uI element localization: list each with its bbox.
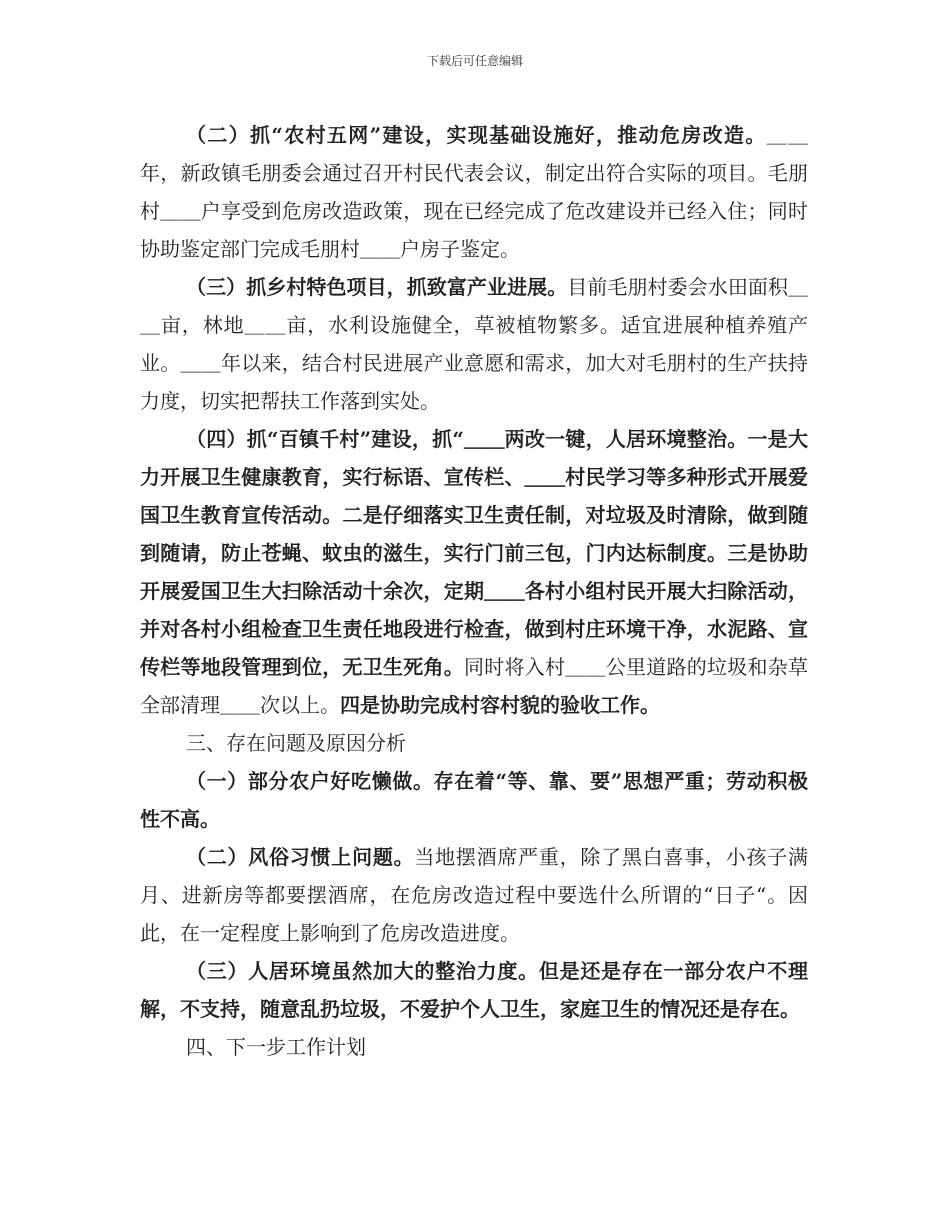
problem-item-1 xyxy=(140,762,808,838)
paragraph-text: 同时将入村＿＿公里道路的垃圾和杂草全部清理＿＿次以上。 xyxy=(140,655,808,717)
section-title-problems: 三、存在问题及原因分析 xyxy=(186,731,406,755)
paragraph-rural-projects xyxy=(140,268,808,420)
page-header-note: 下载后可任意编辑 xyxy=(426,54,523,68)
problem-item-3 xyxy=(140,952,808,1028)
problem-heading: （三）人居环境虽然加大的整治力度。但是还是存在一部分农户不理解，不支持，随意乱扔垃圾，不爱护个人卫生，家庭卫生的情况还是存在。 xyxy=(140,959,808,1021)
paragraph-text: 目前毛朋村委会水田面积＿＿亩，林地＿＿亩，水利设施健全，草被植物繁多。适宜进展种植养殖产业。＿＿年以来，结合村民进展产业意愿和需求，加大对毛朋村的生产扶持力度，切实把帮扶工作落到实处。 xyxy=(140,275,809,413)
document-body xyxy=(140,116,808,1066)
paragraph-heading: （三）抓乡村特色项目，抓致富产业进展。 xyxy=(186,275,568,299)
paragraph-heading: （二）抓“农村五网”建设，实现基础设施好，推动危房改造。 xyxy=(186,123,767,147)
paragraph-heading: （四）抓“百镇千村”建设，抓“＿＿两改一键，人居环境整治。一是大力开展卫生健康教育，实行标语、宣传栏、＿＿村民学习等多种形式开展爱国卫生教育宣传活动。二是仔细落实卫生责任制，对垃圾及时清除，做到随到随请，防止苍蝇、蚊虫的滋生，实行门前三包，门内达标制度。三是协助开展爱国卫生大扫除活动十余次，定期＿＿各村小组村民开展大扫除活动，并对各村小组检查卫生责任地段进行检查，做到村庄环境干净，水泥路、宣传栏等地段管理到位，无卫生死角。 xyxy=(140,427,808,679)
problem-heading: （二）风俗习惯上问题。 xyxy=(186,845,415,869)
paragraph-closing: 四是协助完成村容村貌的验收工作。 xyxy=(340,693,660,717)
problem-item-2 xyxy=(140,838,808,952)
problem-heading: （一）部分农户好吃懒做。存在着“等、靠、要”思想严重；劳动积极性不高。 xyxy=(140,769,808,831)
paragraph-rural-networks xyxy=(140,116,808,268)
section-title-next-plan: 四、下一步工作计划 xyxy=(186,1035,366,1059)
paragraph-text: ＿＿年，新政镇毛朋委会通过召开村民代表会议，制定出符合实际的项目。毛朋村＿＿户享受到危房改造政策，现在已经完成了危改建设并已经入住；同时协助鉴定部门完成毛朋村＿＿户房子鉴定。 xyxy=(140,123,809,261)
paragraph-environment xyxy=(140,420,808,724)
problem-text: 当地摆酒席严重，除了黑白喜事，小孩子满月、进新房等都要摆酒席，在危房改造过程中要选什么所谓的“日子“。因此，在一定程度上影响到了危房改造进度。 xyxy=(140,845,809,945)
